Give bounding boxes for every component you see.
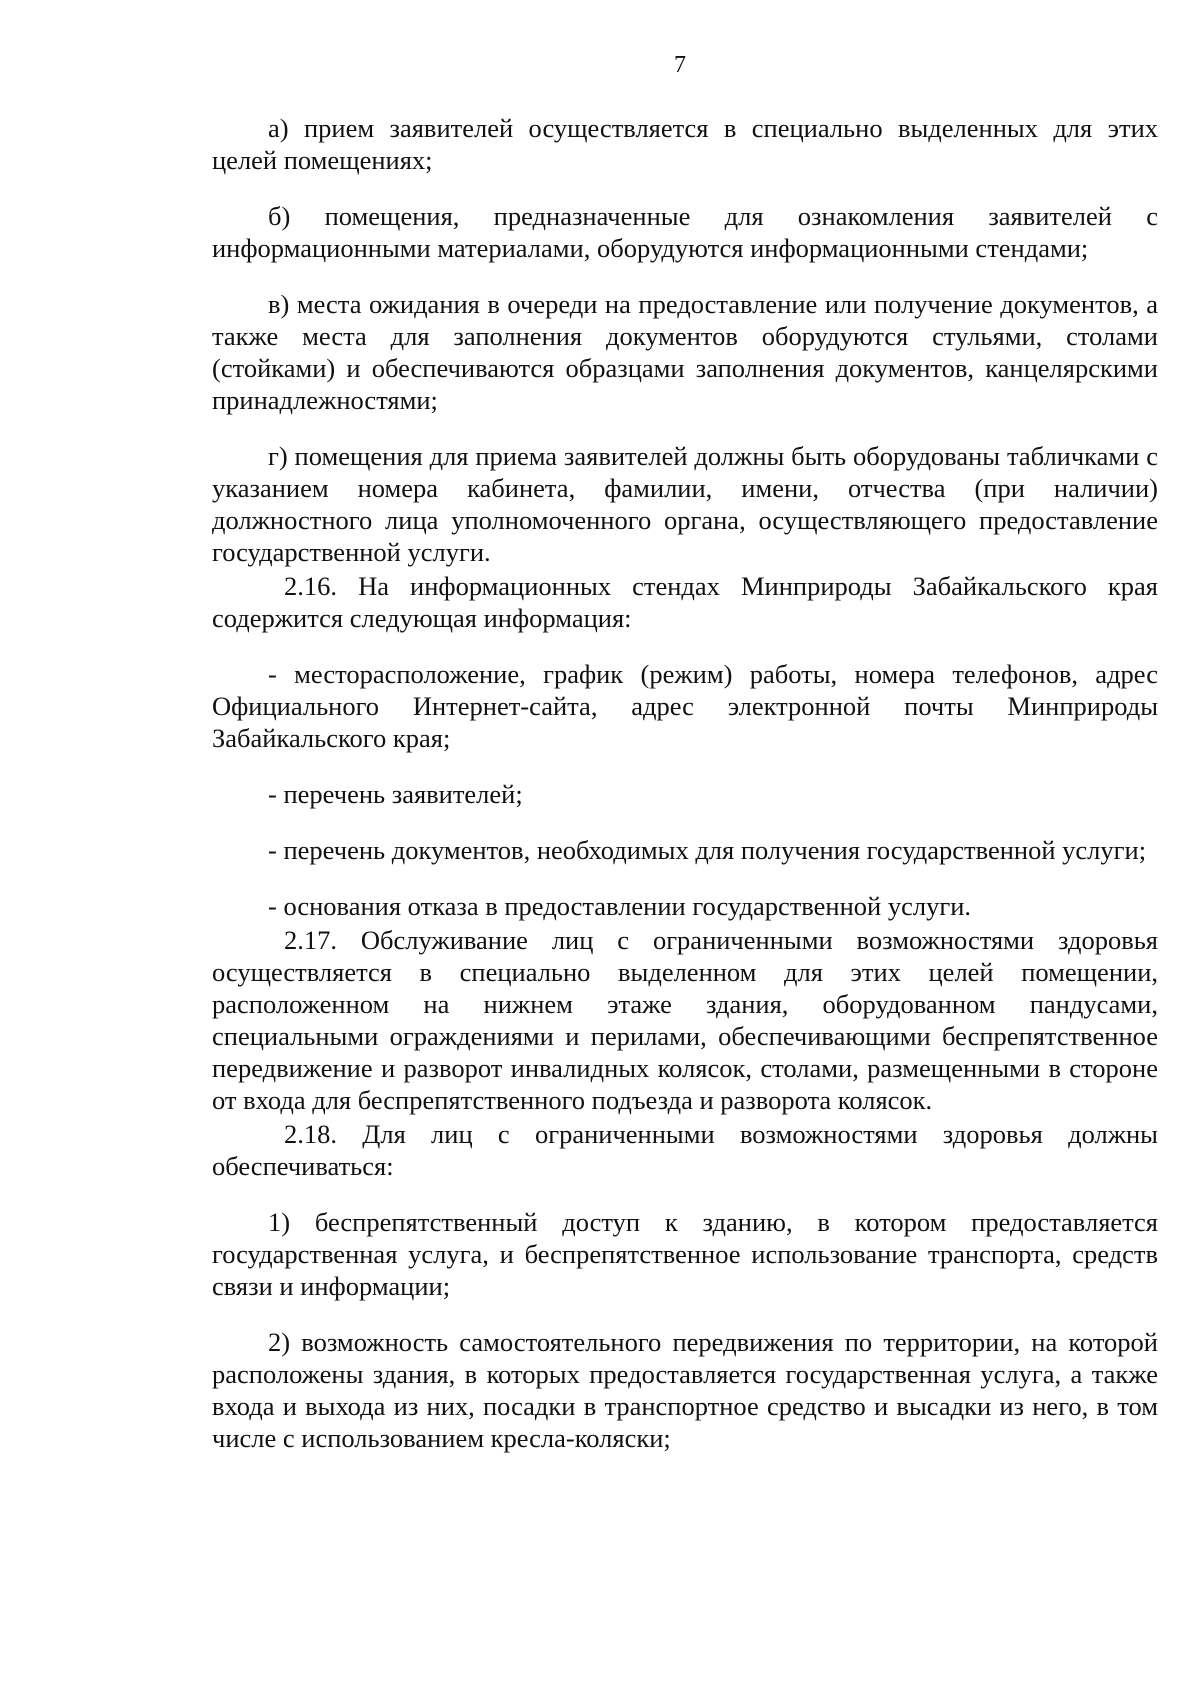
paragraph-v: в) места ожидания в очереди на предоставление или получение документов, а также места для заполнения документов оборудуются стульями, столами (стойками) и обеспечиваются образцами заполнения документов, канцелярскими принадлежностями; <box>212 289 1158 415</box>
paragraph-g: г) помещения для приема заявителей должны быть оборудованы табличками с указанием номера кабинета, фамилии, имени, отчества (при наличии) должностного лица уполномоченного органа, осуществляющего предоставление государственной услуги. <box>212 441 1158 567</box>
page-number: 7 <box>674 52 686 78</box>
paragraph-b: б) помещения, предназначенные для ознакомления заявителей с информационными материалами, оборудуются информационными стендами; <box>212 201 1158 263</box>
section-2-17: 2.17. Обслуживание лиц с ограниченными возможностями здоровья осуществляется в специально выделенном для этих целей помещении, расположенном на нижнем этаже здания, оборудованном пандусами, специальными ограждениями и перилами, обеспечивающими беспрепятственное передвижение и разворот инвалидных колясок, столами, размещенными в стороне от входа для беспрепятственного подъезда и разворота колясок. <box>212 925 1158 1115</box>
document-body <box>212 112 1158 1454</box>
list-item-refusal-grounds: - основания отказа в предоставлении государственной услуги. <box>268 891 972 921</box>
numbered-item-2: 2) возможность самостоятельного передвижения по территории, на которой расположены здания, в которых предоставляется государственная услуга, а также входа и выхода из них, посадки в транспортное средство и высадки из него, в том числе с использованием кресла-коляски; <box>212 1327 1158 1453</box>
paragraph-a: а) прием заявителей осуществляется в специально выделенных для этих целей помещениях; <box>212 113 1158 175</box>
section-2-16: 2.16. На информационных стендах Минприроды Забайкальского края содержится следующая информация: <box>212 571 1158 633</box>
list-item-documents: - перечень документов, необходимых для получения государственной услуги; <box>268 835 1147 865</box>
list-item-location: - месторасположение, график (режим) работы, номера телефонов, адрес Официального Интернет-сайта, адрес электронной почты Минприроды Забайкальского края; <box>212 659 1158 753</box>
list-item-applicants: - перечень заявителей; <box>268 779 523 809</box>
numbered-item-1: 1) беспрепятственный доступ к зданию, в котором предоставляется государственная услуга, и беспрепятственное использование транспорта, средств связи и информации; <box>212 1207 1158 1301</box>
section-2-18: 2.18. Для лиц с ограниченными возможностями здоровья должны обеспечиваться: <box>212 1119 1158 1181</box>
